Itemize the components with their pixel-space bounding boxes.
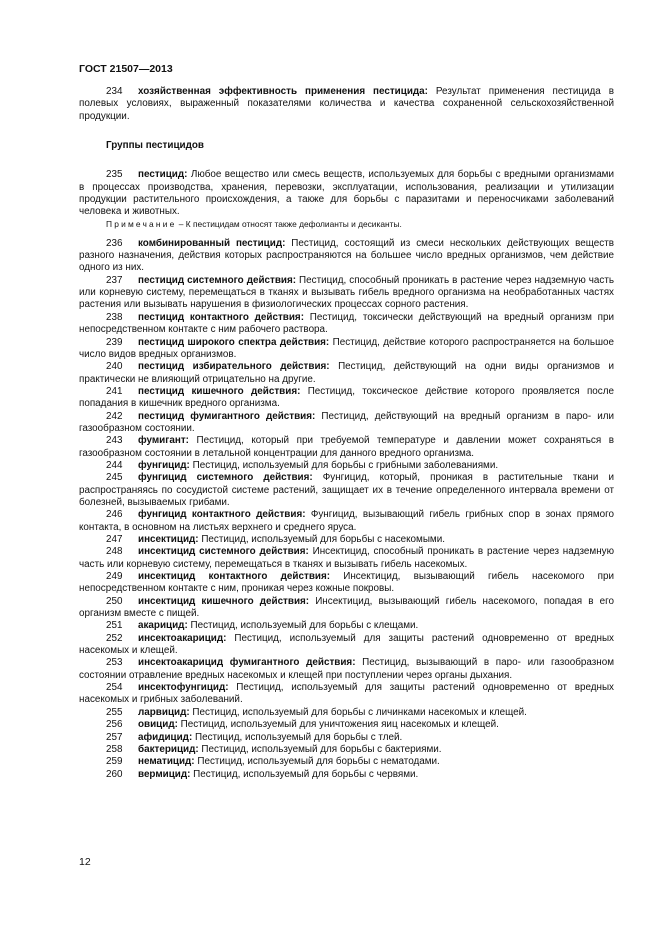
term-definition: Пестицид, используемый для борьбы с червями. bbox=[190, 768, 419, 780]
term-definition: Пестицид, токсически действующий на вредный организм при непосредственном контакте с ним рабочего раствора. bbox=[79, 311, 615, 336]
note bbox=[79, 219, 614, 230]
term-number: 254 bbox=[106, 682, 123, 694]
term-entry bbox=[79, 596, 614, 621]
term-entry bbox=[79, 571, 614, 596]
term-name: инсектицид контактного действия: bbox=[138, 571, 331, 583]
term-number: 257 bbox=[106, 731, 123, 743]
term-number: 246 bbox=[106, 509, 123, 521]
term-entry bbox=[79, 435, 614, 460]
term-definition: Пестицид, способный проникать в растение через надземную часть или корневую систему, перемещаться в тканях и вызывать гибель вредного организма на необработанных частях растения или вызывать нарушения в физиологических процессах сорного растения. bbox=[79, 274, 614, 311]
term-number: 256 bbox=[106, 719, 123, 731]
term-definition: Пестицид, используемый для борьбы с личинками насекомых и клещей. bbox=[189, 706, 527, 718]
term-definition: Фунгицид, который, проникая в растительные ткани и распространяясь по сосудистой системе растений, защищает их в течение определенного интервала времени от болезней, вызываемых грибами. bbox=[79, 472, 614, 508]
term-number: 239 bbox=[106, 336, 123, 348]
term-number: 252 bbox=[106, 632, 123, 644]
term-number: 241 bbox=[106, 385, 123, 397]
term-list bbox=[79, 238, 614, 781]
term-name: афидицид: bbox=[138, 731, 193, 743]
term-entry bbox=[79, 719, 614, 731]
term-number: 255 bbox=[106, 706, 123, 718]
term-definition: Пестицид, используемый для борьбы с бактериями. bbox=[198, 743, 442, 755]
term-entry bbox=[79, 534, 614, 546]
term-name: фумигант: bbox=[138, 435, 189, 447]
term-definition: Инсектицид, способный проникать в растение через надземную часть или корневую систему, перемещаться в тканях и вызывать гибель насекомых. bbox=[79, 546, 614, 570]
term-name: акарицид: bbox=[138, 620, 188, 632]
term-definition: Любое вещество или смесь веществ, используемых для борьбы с вредными организмами в процессах производства, хранения, перевозки, эксплуатации, использования, реализации и утилизации продукции растительного происхождения, а также для борьбы с паразитами и переносчиками заболеваний человека и животных. bbox=[79, 169, 614, 218]
term-number: 251 bbox=[106, 620, 123, 632]
term-number: 242 bbox=[106, 410, 123, 422]
term-entry bbox=[79, 386, 614, 411]
term-definition: Результат применения пестицида в полевых условиях, выраженный показателями количества и качества сохраненной сельскохозяйственной продукции. bbox=[79, 86, 614, 122]
term-number: 258 bbox=[106, 743, 123, 755]
term-number: 249 bbox=[106, 571, 123, 583]
term-definition: Инсектицид, вызывающий гибель насекомого при непосредственном контакте с ним, проникая через кожные покровы. bbox=[79, 571, 614, 595]
term-entry bbox=[79, 509, 614, 534]
term-definition: Пестицид, используемый для борьбы с тлей. bbox=[192, 731, 403, 743]
term-number: 243 bbox=[106, 435, 123, 447]
term-name: инсектицид кишечного действия: bbox=[138, 595, 310, 607]
term-definition: Инсектицид, вызывающий гибель насекомого, попадая в его организм вместе с пищей. bbox=[79, 595, 614, 620]
term-number: 238 bbox=[106, 311, 123, 323]
document-body bbox=[79, 86, 614, 781]
term-entry bbox=[79, 546, 614, 571]
term-definition: Пестицид, используемый для защиты растений одновременно от вредных насекомых и клещей. bbox=[79, 632, 614, 657]
note-label: Примечание bbox=[106, 218, 177, 229]
term-number: 259 bbox=[106, 756, 123, 768]
page-number: 12 bbox=[79, 856, 91, 868]
term-entry bbox=[79, 275, 614, 312]
term-number: 248 bbox=[106, 546, 123, 558]
term-name: инсектофунгицид: bbox=[138, 682, 229, 694]
term-entry bbox=[79, 633, 614, 658]
term-definition: Пестицид, токсическое действие которого проявляется после попадания в кишечник вредного организма. bbox=[79, 385, 614, 410]
term-entry bbox=[79, 657, 614, 682]
term-entry bbox=[79, 337, 614, 362]
term-entry bbox=[79, 86, 614, 123]
term-number: 253 bbox=[106, 657, 123, 669]
term-name: фунгицид системного действия: bbox=[138, 472, 313, 484]
term-definition: Пестицид, используемый для борьбы с насекомыми. bbox=[198, 534, 445, 545]
term-entry bbox=[79, 682, 614, 707]
term-definition: Пестицид, используемый для борьбы с нематодами. bbox=[194, 756, 440, 768]
term-definition: Пестицид, используемый для борьбы с грибными заболеваниями. bbox=[189, 459, 499, 471]
term-entry bbox=[79, 460, 614, 472]
term-definition: Пестицид, используемый для борьбы с клещами. bbox=[187, 620, 419, 632]
term-name: бактерицид: bbox=[138, 743, 199, 755]
term-definition: Фунгицид, вызывающий гибель грибных спор в зонах прямого контакта, в основном на листьях верхнего и среднего яруса. bbox=[79, 509, 614, 533]
term-definition: Пестицид, действие которого распространяется на большое число видов вредных организмов. bbox=[79, 336, 614, 360]
note-text: – К пестицидам относят также дефолианты и десиканты. bbox=[176, 218, 402, 229]
term-definition: Пестицид, используемый для уничтожения яиц насекомых и клещей. bbox=[177, 719, 499, 731]
term-number: 260 bbox=[106, 768, 123, 780]
term-number: 235 bbox=[106, 169, 123, 181]
term-number: 234 bbox=[106, 86, 123, 97]
term-name: вермицид: bbox=[138, 768, 191, 780]
term-name: фунгицид контактного действия: bbox=[138, 509, 306, 521]
term-definition: Пестицид, действующий на вредный организм в паро- или газообразном состоянии. bbox=[79, 410, 615, 434]
term-name: пестицид системного действия: bbox=[138, 274, 297, 286]
term-name: инсектицид: bbox=[138, 534, 199, 545]
term-name: пестицид широкого спектра действия: bbox=[138, 336, 330, 348]
term-entry bbox=[79, 312, 614, 337]
term-name: пестицид избирательного действия: bbox=[138, 361, 330, 373]
term-entry bbox=[79, 238, 614, 275]
term-definition: Пестицид, действующий на одни виды организмов и практически не влияющий отрицательно на другие. bbox=[79, 361, 614, 385]
term-entry bbox=[79, 411, 614, 436]
term-name: пестицид фумигантного действия: bbox=[138, 410, 316, 422]
term-definition: Пестицид, состоящий из смеси нескольких действующих веществ разного назначения, действия которых распространяются на большее число вредных организмов, чем действие одного из них. bbox=[79, 237, 614, 274]
term-number: 240 bbox=[106, 361, 123, 373]
term-name: пестицид контактного действия: bbox=[138, 311, 304, 323]
term-entry bbox=[79, 169, 614, 218]
term-name: пестицид кишечного действия: bbox=[138, 385, 301, 397]
term-number: 245 bbox=[106, 472, 123, 484]
section-heading: Группы пестицидов bbox=[106, 140, 204, 152]
term-definition: Пестицид, который при требуемой температуре и давлении может сохраняться в газообразном состоянии в летальной концентрации для данного вредного организма. bbox=[79, 435, 614, 459]
term-entry bbox=[79, 707, 614, 719]
term-name: инсектоакарицид фумигантного действия: bbox=[138, 657, 356, 669]
term-entry bbox=[79, 361, 614, 386]
term-name: инсектоакарицид: bbox=[138, 632, 227, 644]
term-definition: Пестицид, используемый для защиты растений одновременно от вредных насекомых и грибных заболеваний. bbox=[79, 682, 614, 706]
term-entry bbox=[79, 620, 614, 632]
term-name: инсектицид системного действия: bbox=[138, 546, 309, 558]
term-entry bbox=[79, 769, 614, 781]
document-header: ГОСТ 21507—2013 bbox=[79, 63, 173, 75]
term-name: фунгицид: bbox=[138, 459, 190, 471]
term-entry bbox=[79, 732, 614, 744]
term-name: нематицид: bbox=[138, 756, 195, 768]
term-entry bbox=[79, 472, 614, 509]
term-name: пестицид: bbox=[138, 169, 188, 181]
term-name: хозяйственная эффективность применения пестицида: bbox=[138, 86, 428, 97]
term-name: ларвицид: bbox=[138, 706, 190, 718]
term-name: комбинированный пестицид: bbox=[138, 237, 286, 249]
term-entry bbox=[79, 756, 614, 768]
term-number: 250 bbox=[106, 595, 123, 607]
term-number: 247 bbox=[106, 534, 123, 545]
term-definition: Пестицид, вызывающий в паро- или газообразном состоянии отравление вредных насекомых и клещей при поступлении через органы дыхания. bbox=[79, 657, 614, 681]
term-entry bbox=[79, 744, 614, 756]
term-number: 237 bbox=[106, 274, 123, 286]
term-number: 236 bbox=[106, 237, 123, 249]
term-number: 244 bbox=[106, 459, 123, 471]
term-name: овицид: bbox=[138, 719, 178, 731]
